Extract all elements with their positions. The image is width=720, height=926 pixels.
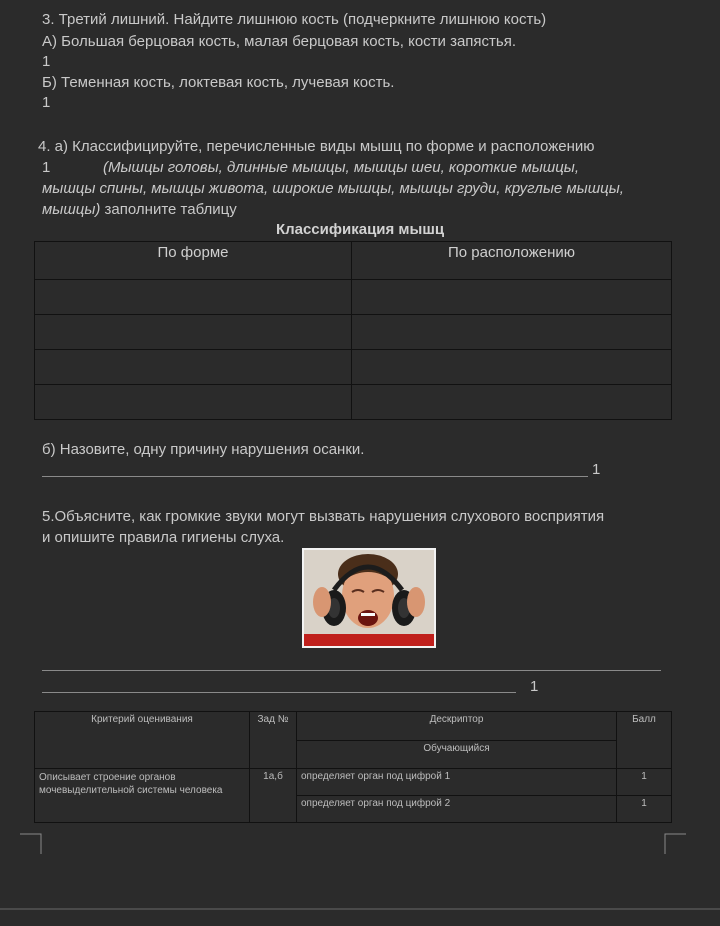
q3-option-b-score: 1 bbox=[42, 94, 51, 111]
crit-desc-2: определяет орган под цифрой 2 bbox=[297, 796, 617, 823]
table-title: Классификация мышц bbox=[275, 221, 445, 238]
boy-headphones-photo bbox=[302, 548, 436, 648]
crit-task: 1а,б bbox=[250, 769, 297, 823]
table-cell[interactable] bbox=[35, 350, 352, 385]
q4-fill-instruction: заполните таблицу bbox=[100, 201, 237, 218]
q4-list-line3: мышцы) bbox=[42, 201, 101, 218]
corner-mark-right bbox=[664, 832, 686, 854]
q4-list-line1: (Мышцы головы, длинные мышцы, мышцы шеи, короткие мышцы, bbox=[103, 159, 579, 176]
q5-score: 1 bbox=[530, 678, 539, 695]
crit-header-criterion: Критерий оценивания bbox=[35, 712, 250, 769]
q3-option-a: А) Большая берцовая кость, малая берцовая кость, кости запястья. bbox=[42, 33, 517, 50]
crit-header-task: Зад № bbox=[250, 712, 297, 769]
q4-score: 1 bbox=[42, 159, 51, 176]
q5-line1: 5.Объясните, как громкие звуки могут вызвать нарушения слухового восприятия bbox=[42, 508, 605, 525]
corner-mark-left bbox=[20, 832, 42, 854]
table-cell[interactable] bbox=[35, 385, 352, 420]
muscle-classification-table bbox=[34, 241, 672, 420]
q3-option-b: Б) Теменная кость, локтевая кость, лучевая кость. bbox=[42, 74, 395, 91]
q5-line2: и опишите правила гигиены слуха. bbox=[42, 529, 285, 546]
crit-score-2: 1 bbox=[617, 796, 672, 823]
q4b-question: б) Назовите, одну причину нарушения осанки. bbox=[42, 441, 365, 458]
q4-list-line2: мышцы спины, мышцы живота, широкие мышцы, мышцы груди, круглые мышцы, bbox=[42, 180, 624, 197]
table-cell[interactable] bbox=[352, 315, 672, 350]
col-header-location: По расположению bbox=[352, 242, 672, 280]
crit-criterion: Описывает строение органов мочевыделительной системы человека bbox=[35, 769, 250, 823]
answer-line[interactable] bbox=[42, 670, 661, 671]
crit-header-score: Балл bbox=[617, 712, 672, 769]
q4-list-line3-row bbox=[42, 200, 237, 220]
crit-desc-1: определяет орган под цифрой 1 bbox=[297, 769, 617, 796]
table-cell[interactable] bbox=[352, 350, 672, 385]
crit-header-descriptor: Дескриптор bbox=[297, 712, 617, 741]
table-cell[interactable] bbox=[352, 280, 672, 315]
q3-title: 3. Третий лишний. Найдите лишнюю кость (подчеркните лишнюю кость) bbox=[42, 11, 547, 28]
answer-line[interactable] bbox=[42, 476, 588, 477]
col-header-form: По форме bbox=[35, 242, 352, 280]
table-cell[interactable] bbox=[35, 315, 352, 350]
q4b-score: 1 bbox=[592, 461, 601, 478]
q4-title: 4. а) Классифицируйте, перечисленные виды мышц по форме и расположению bbox=[38, 138, 595, 155]
criteria-table bbox=[34, 711, 672, 823]
crit-score-1: 1 bbox=[617, 769, 672, 796]
page-bottom-bar bbox=[0, 908, 720, 910]
table-cell[interactable] bbox=[35, 280, 352, 315]
q3-option-a-score: 1 bbox=[42, 53, 51, 70]
answer-line[interactable] bbox=[42, 692, 516, 693]
crit-header-student: Обучающийся bbox=[297, 740, 617, 769]
table-cell[interactable] bbox=[352, 385, 672, 420]
